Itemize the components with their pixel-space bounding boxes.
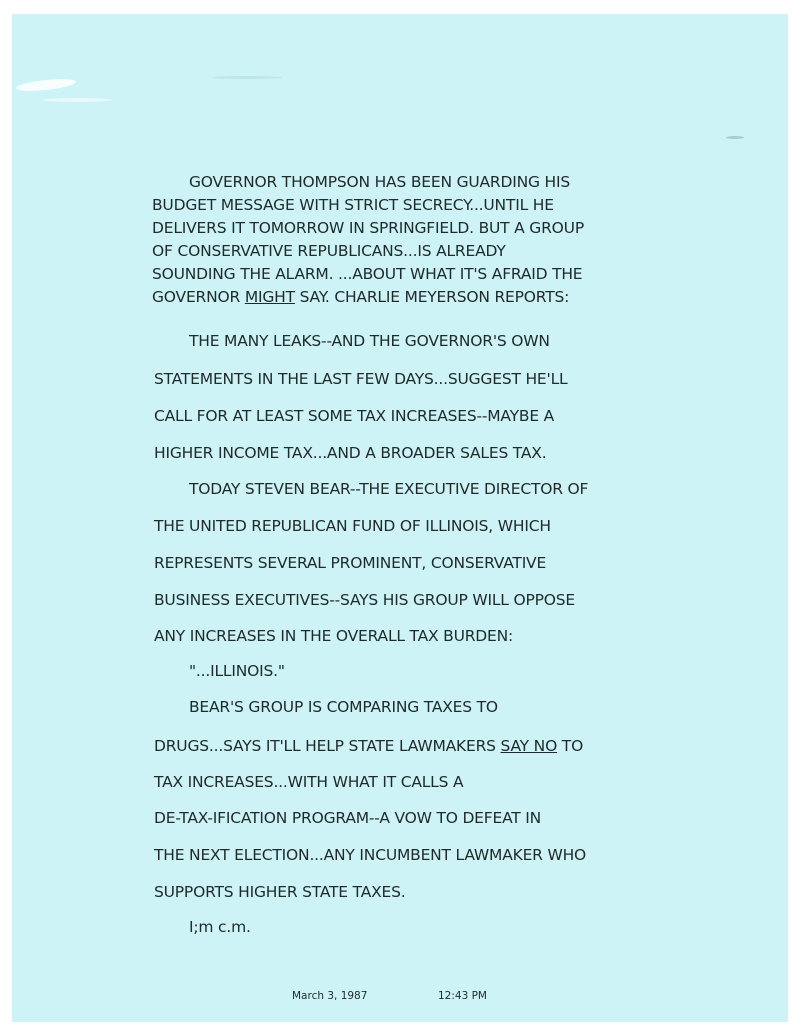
paper-blemish [16,77,77,93]
text-span: GOVERNOR [152,288,245,306]
body-line: THE MANY LEAKS--AND THE GOVERNOR'S OWN [189,332,550,350]
paper-blemish [726,136,744,139]
signoff: I;m c.m. [189,918,251,936]
body-line: REPRESENTS SEVERAL PROMINENT, CONSERVATIVE [154,554,547,572]
text-span: TO [557,737,584,755]
intro-line: SOUNDING THE ALARM. ...ABOUT WHAT IT'S AFRAID THE [152,265,583,283]
paper-blemish [42,98,112,102]
body-line: HIGHER INCOME TAX...AND A BROADER SALES TAX. [154,444,547,462]
body-line: TODAY STEVEN BEAR--THE EXECUTIVE DIRECTOR OF [189,480,589,498]
body-line: DE-TAX-IFICATION PROGRAM--A VOW TO DEFEAT IN [154,809,542,827]
underlined-phrase: SAY NO [500,737,558,755]
footer-time: 12:43 PM [438,990,487,1002]
body-line: THE UNITED REPUBLICAN FUND OF ILLINOIS, WHICH [154,517,551,535]
intro-line: GOVERNOR THOMPSON HAS BEEN GUARDING HIS [189,173,571,191]
footer-date: March 3, 1987 [292,990,368,1002]
text-span: DRUGS...SAYS IT'LL HELP STATE LAWMAKERS [154,737,501,755]
quote-line: "...ILLINOIS." [189,662,285,680]
body-line: STATEMENTS IN THE LAST FEW DAYS...SUGGEST HE'LL [154,370,568,388]
underlined-word: MIGHT [244,288,295,306]
body-line: TAX INCREASES...WITH WHAT IT CALLS A [154,773,464,791]
body-line [154,739,583,755]
intro-line: OF CONSERVATIVE REPUBLICANS...IS ALREADY [152,242,506,260]
paper-blemish [212,76,282,79]
body-line: BEAR'S GROUP IS COMPARING TAXES TO [189,698,498,716]
body-line: ANY INCREASES IN THE OVERALL TAX BURDEN: [154,627,514,645]
body-line: SUPPORTS HIGHER STATE TAXES. [154,883,406,901]
intro-line: BUDGET MESSAGE WITH STRICT SECRECY...UNTIL HE [152,196,554,214]
body-line: CALL FOR AT LEAST SOME TAX INCREASES--MAYBE A [154,407,555,425]
intro-line: DELIVERS IT TOMORROW IN SPRINGFIELD. BUT A GROUP [152,219,584,237]
body-line: THE NEXT ELECTION...ANY INCUMBENT LAWMAKER WHO [154,846,587,864]
intro-line-last [152,290,569,306]
text-span: SAY. CHARLIE MEYERSON REPORTS: [294,288,570,306]
body-line: BUSINESS EXECUTIVES--SAYS HIS GROUP WILL OPPOSE [154,591,575,609]
